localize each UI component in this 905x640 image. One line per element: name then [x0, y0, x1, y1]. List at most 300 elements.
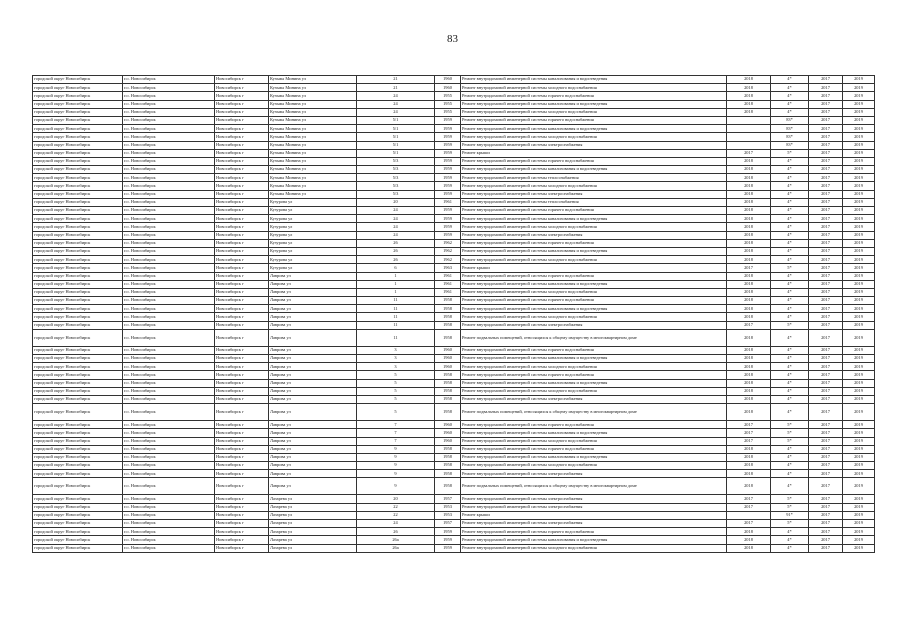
cell-planned-year: 2018 — [727, 395, 771, 403]
cell-municipality: г.о. Новосибирск — [123, 437, 215, 445]
cell-street: Кузурова ул — [269, 239, 357, 247]
cell-period-end: 2019 — [843, 157, 875, 165]
cell-index: 4* — [771, 313, 809, 321]
cell-work-type: Ремонт внутридомовой инженерной системы канализования и водоотведения — [461, 76, 727, 84]
cell-settlement: Новосибирск г — [215, 76, 269, 84]
cell-period-end: 2019 — [843, 462, 875, 470]
cell-house: 5/3 — [357, 166, 435, 174]
cell-planned-year: 2018 — [727, 363, 771, 371]
cell-okrug: городской округ Новосибирск — [33, 215, 123, 223]
cell-settlement: Новосибирск г — [215, 149, 269, 157]
table-row — [33, 536, 875, 544]
cell-period-start: 2017 — [809, 462, 843, 470]
cell-work-type: Ремонт внутридомовой инженерной системы горячего водоснабжения — [461, 272, 727, 280]
cell-settlement: Новосибирск г — [215, 511, 269, 519]
cell-year-built: 1959 — [435, 141, 461, 149]
cell-settlement: Новосибирск г — [215, 84, 269, 92]
table-row — [33, 133, 875, 141]
cell-house: 1 — [357, 280, 435, 288]
cell-okrug: городской округ Новосибирск — [33, 133, 123, 141]
cell-planned-year: 2018 — [727, 387, 771, 395]
cell-settlement: Новосибирск г — [215, 495, 269, 503]
cell-period-end: 2019 — [843, 503, 875, 511]
cell-period-start: 2017 — [809, 280, 843, 288]
cell-okrug: городской округ Новосибирск — [33, 346, 123, 354]
cell-street: Лаврова ул — [269, 371, 357, 379]
cell-okrug: городской округ Новосибирск — [33, 371, 123, 379]
table-row — [33, 363, 875, 371]
cell-settlement: Новосибирск г — [215, 92, 269, 100]
table-row — [33, 503, 875, 511]
cell-index: 4* — [771, 371, 809, 379]
cell-index: 4* — [771, 231, 809, 239]
cell-planned-year: 2018 — [727, 544, 771, 552]
table-row — [33, 404, 875, 421]
cell-work-type: Ремонт внутридомовой инженерной системы электроснабжения — [461, 321, 727, 329]
cell-house: 24 — [357, 207, 435, 215]
cell-house: 9 — [357, 462, 435, 470]
cell-period-start: 2017 — [809, 363, 843, 371]
cell-year-built: 1960 — [435, 76, 461, 84]
cell-year-built: 1959 — [435, 133, 461, 141]
cell-street: Лазарева ул — [269, 528, 357, 536]
cell-planned-year: 2018 — [727, 215, 771, 223]
cell-work-type: Ремонт внутридомовой инженерной системы электроснабжения — [461, 495, 727, 503]
cell-year-built: 1958 — [435, 305, 461, 313]
cell-settlement: Новосибирск г — [215, 478, 269, 495]
cell-year-built: 1960 — [435, 84, 461, 92]
cell-work-type: Ремонт внутридомовой инженерной системы холодного водоснабжения — [461, 437, 727, 445]
cell-period-start: 2017 — [809, 190, 843, 198]
cell-period-start: 2017 — [809, 329, 843, 346]
cell-period-start: 2017 — [809, 544, 843, 552]
cell-index: 5* — [771, 429, 809, 437]
cell-street: Кузьмы Минина ул — [269, 92, 357, 100]
cell-municipality: г.о. Новосибирск — [123, 108, 215, 116]
table-row — [33, 462, 875, 470]
cell-work-type: Ремонт внутридомовой инженерной системы канализования и водоотведения — [461, 453, 727, 461]
table-row — [33, 100, 875, 108]
cell-period-end: 2019 — [843, 305, 875, 313]
table-row — [33, 182, 875, 190]
cell-year-built: 1955 — [435, 92, 461, 100]
cell-period-end: 2019 — [843, 272, 875, 280]
cell-planned-year: 2018 — [727, 445, 771, 453]
cell-okrug: городской округ Новосибирск — [33, 379, 123, 387]
cell-work-type: Ремонт крыши — [461, 264, 727, 272]
cell-period-end: 2019 — [843, 470, 875, 478]
cell-okrug: городской округ Новосибирск — [33, 108, 123, 116]
cell-work-type: Ремонт внутридомовой инженерной системы горячего водоснабжения — [461, 157, 727, 165]
cell-street: Кузьмы Минина ул — [269, 108, 357, 116]
cell-year-built: 1959 — [435, 215, 461, 223]
cell-period-end: 2019 — [843, 207, 875, 215]
cell-planned-year — [727, 511, 771, 519]
table-row — [33, 141, 875, 149]
cell-house: 22 — [357, 503, 435, 511]
cell-okrug: городской округ Новосибирск — [33, 321, 123, 329]
cell-year-built: 1961 — [435, 272, 461, 280]
cell-index: 4* — [771, 363, 809, 371]
cell-municipality: г.о. Новосибирск — [123, 528, 215, 536]
cell-house: 11 — [357, 321, 435, 329]
cell-year-built: 1958 — [435, 445, 461, 453]
cell-work-type: Ремонт подвальных помещений, относящихся к общему имуществу в многоквартирном доме — [461, 478, 727, 495]
cell-period-start: 2017 — [809, 256, 843, 264]
cell-settlement: Новосибирск г — [215, 100, 269, 108]
cell-house: 9 — [357, 478, 435, 495]
table-row — [33, 495, 875, 503]
table-row — [33, 76, 875, 84]
cell-index: 4* — [771, 462, 809, 470]
cell-municipality: г.о. Новосибирск — [123, 445, 215, 453]
cell-municipality: г.о. Новосибирск — [123, 125, 215, 133]
cell-index: 5* — [771, 503, 809, 511]
cell-work-type: Ремонт внутридомовой инженерной системы электроснабжения — [461, 395, 727, 403]
cell-street: Лаврова ул — [269, 404, 357, 421]
cell-settlement: Новосибирск г — [215, 313, 269, 321]
cell-year-built: 1957 — [435, 520, 461, 528]
cell-street: Кузьмы Минина ул — [269, 157, 357, 165]
cell-year-built: 1953 — [435, 503, 461, 511]
cell-settlement: Новосибирск г — [215, 198, 269, 206]
cell-okrug: городской округ Новосибирск — [33, 305, 123, 313]
cell-year-built: 1959 — [435, 182, 461, 190]
cell-year-built: 1958 — [435, 395, 461, 403]
cell-okrug: городской округ Новосибирск — [33, 288, 123, 296]
cell-period-start: 2017 — [809, 495, 843, 503]
cell-period-end: 2019 — [843, 166, 875, 174]
cell-house: 5/3 — [357, 157, 435, 165]
cell-period-end: 2019 — [843, 371, 875, 379]
cell-period-start: 2017 — [809, 166, 843, 174]
cell-street: Кузурова ул — [269, 256, 357, 264]
cell-index: 4* — [771, 92, 809, 100]
cell-street: Лаврова ул — [269, 453, 357, 461]
cell-year-built: 1959 — [435, 116, 461, 124]
cell-period-end: 2019 — [843, 231, 875, 239]
cell-period-end: 2019 — [843, 379, 875, 387]
cell-street: Лаврова ул — [269, 329, 357, 346]
cell-work-type: Ремонт внутридомовой инженерной системы канализования и водоотведения — [461, 536, 727, 544]
cell-okrug: городской округ Новосибирск — [33, 536, 123, 544]
cell-year-built: 1959 — [435, 157, 461, 165]
cell-municipality: г.о. Новосибирск — [123, 371, 215, 379]
cell-okrug: городской округ Новосибирск — [33, 116, 123, 124]
cell-period-end: 2019 — [843, 346, 875, 354]
cell-house: 9 — [357, 453, 435, 461]
cell-period-start: 2017 — [809, 198, 843, 206]
cell-year-built: 1958 — [435, 387, 461, 395]
cell-index: 4* — [771, 247, 809, 255]
table-row — [33, 247, 875, 255]
cell-settlement: Новосибирск г — [215, 536, 269, 544]
cell-settlement: Новосибирск г — [215, 329, 269, 346]
cell-municipality: г.о. Новосибирск — [123, 207, 215, 215]
cell-planned-year: 2017 — [727, 520, 771, 528]
table-row — [33, 215, 875, 223]
cell-house: 5 — [357, 379, 435, 387]
cell-index: 4* — [771, 305, 809, 313]
cell-index: 4* — [771, 544, 809, 552]
cell-street: Кузьмы Минина ул — [269, 125, 357, 133]
cell-work-type: Ремонт внутридомовой инженерной системы горячего водоснабжения — [461, 371, 727, 379]
cell-planned-year: 2018 — [727, 239, 771, 247]
cell-planned-year: 2018 — [727, 453, 771, 461]
cell-period-end: 2019 — [843, 288, 875, 296]
cell-index: 4* — [771, 453, 809, 461]
cell-house: 1 — [357, 288, 435, 296]
cell-okrug: городской округ Новосибирск — [33, 503, 123, 511]
cell-house: 1 — [357, 272, 435, 280]
cell-street: Кузьмы Минина ул — [269, 182, 357, 190]
cell-work-type: Ремонт внутридомовой инженерной системы холодного водоснабжения — [461, 313, 727, 321]
cell-period-end: 2019 — [843, 321, 875, 329]
cell-municipality: г.о. Новосибирск — [123, 313, 215, 321]
cell-work-type: Ремонт внутридомовой инженерной системы холодного водоснабжения — [461, 462, 727, 470]
cell-house: 5/1 — [357, 133, 435, 141]
cell-period-end: 2019 — [843, 256, 875, 264]
cell-period-end: 2019 — [843, 125, 875, 133]
cell-settlement: Новосибирск г — [215, 288, 269, 296]
cell-settlement: Новосибирск г — [215, 528, 269, 536]
cell-street: Кузурова ул — [269, 247, 357, 255]
cell-settlement: Новосибирск г — [215, 207, 269, 215]
cell-municipality: г.о. Новосибирск — [123, 116, 215, 124]
cell-period-end: 2019 — [843, 264, 875, 272]
cell-okrug: городской округ Новосибирск — [33, 207, 123, 215]
table-row — [33, 453, 875, 461]
cell-street: Лаврова ул — [269, 470, 357, 478]
cell-period-end: 2019 — [843, 100, 875, 108]
cell-period-end: 2019 — [843, 116, 875, 124]
cell-period-end: 2019 — [843, 421, 875, 429]
cell-planned-year — [727, 133, 771, 141]
cell-street: Лаврова ул — [269, 445, 357, 453]
cell-period-start: 2017 — [809, 108, 843, 116]
cell-house: 5/1 — [357, 149, 435, 157]
cell-okrug: городской округ Новосибирск — [33, 445, 123, 453]
cell-settlement: Новосибирск г — [215, 363, 269, 371]
table-row — [33, 116, 875, 124]
cell-house: 22 — [357, 511, 435, 519]
table-row — [33, 379, 875, 387]
cell-period-end: 2019 — [843, 355, 875, 363]
cell-settlement: Новосибирск г — [215, 272, 269, 280]
cell-period-start: 2017 — [809, 520, 843, 528]
cell-house: 20 — [357, 198, 435, 206]
cell-settlement: Новосибирск г — [215, 346, 269, 354]
cell-house: 26а — [357, 536, 435, 544]
table-row — [33, 157, 875, 165]
cell-period-start: 2017 — [809, 207, 843, 215]
cell-house: 11 — [357, 297, 435, 305]
cell-street: Лаврова ул — [269, 387, 357, 395]
cell-house: 26 — [357, 239, 435, 247]
table-row — [33, 272, 875, 280]
cell-house: 5 — [357, 404, 435, 421]
table-row — [33, 125, 875, 133]
cell-okrug: городской округ Новосибирск — [33, 92, 123, 100]
table-row — [33, 297, 875, 305]
table-row — [33, 166, 875, 174]
cell-planned-year: 2018 — [727, 404, 771, 421]
cell-period-start: 2017 — [809, 247, 843, 255]
cell-planned-year: 2018 — [727, 470, 771, 478]
cell-street: Лаврова ул — [269, 346, 357, 354]
cell-settlement: Новосибирск г — [215, 544, 269, 552]
cell-okrug: городской округ Новосибирск — [33, 198, 123, 206]
cell-period-end: 2019 — [843, 76, 875, 84]
table-row — [33, 445, 875, 453]
cell-street: Лаврова ул — [269, 421, 357, 429]
cell-okrug: городской округ Новосибирск — [33, 174, 123, 182]
cell-okrug: городской округ Новосибирск — [33, 100, 123, 108]
cell-work-type: Ремонт внутридомовой инженерной системы холодного водоснабжения — [461, 387, 727, 395]
cell-year-built: 1959 — [435, 166, 461, 174]
cell-period-end: 2019 — [843, 495, 875, 503]
cell-municipality: г.о. Новосибирск — [123, 346, 215, 354]
table-row — [33, 313, 875, 321]
cell-year-built: 1960 — [435, 346, 461, 354]
cell-period-start: 2017 — [809, 421, 843, 429]
cell-municipality: г.о. Новосибирск — [123, 297, 215, 305]
cell-house: 5/3 — [357, 190, 435, 198]
cell-settlement: Новосибирск г — [215, 166, 269, 174]
cell-street: Кузьмы Минина ул — [269, 149, 357, 157]
cell-work-type: Ремонт внутридомовой инженерной системы горячего водоснабжения — [461, 116, 727, 124]
cell-municipality: г.о. Новосибирск — [123, 264, 215, 272]
cell-index: 4* — [771, 297, 809, 305]
cell-house: 21 — [357, 84, 435, 92]
cell-period-start: 2017 — [809, 478, 843, 495]
cell-period-start: 2017 — [809, 182, 843, 190]
cell-okrug: городской округ Новосибирск — [33, 421, 123, 429]
cell-okrug: городской округ Новосибирск — [33, 387, 123, 395]
cell-municipality: г.о. Новосибирск — [123, 453, 215, 461]
cell-period-end: 2019 — [843, 437, 875, 445]
table-row — [33, 470, 875, 478]
cell-municipality: г.о. Новосибирск — [123, 280, 215, 288]
cell-municipality: г.о. Новосибирск — [123, 231, 215, 239]
cell-period-end: 2019 — [843, 141, 875, 149]
cell-house: 11 — [357, 329, 435, 346]
cell-period-end: 2019 — [843, 182, 875, 190]
cell-street: Лаврова ул — [269, 272, 357, 280]
cell-municipality: г.о. Новосибирск — [123, 511, 215, 519]
cell-planned-year: 2018 — [727, 190, 771, 198]
cell-house: 5/1 — [357, 141, 435, 149]
cell-street: Кузурова ул — [269, 264, 357, 272]
cell-municipality: г.о. Новосибирск — [123, 544, 215, 552]
cell-index: 4* — [771, 215, 809, 223]
cell-planned-year: 2018 — [727, 528, 771, 536]
cell-period-start: 2017 — [809, 453, 843, 461]
cell-street: Кузьмы Минина ул — [269, 133, 357, 141]
cell-house: 26 — [357, 256, 435, 264]
cell-municipality: г.о. Новосибирск — [123, 256, 215, 264]
cell-index: 5* — [771, 321, 809, 329]
cell-planned-year: 2018 — [727, 288, 771, 296]
cell-year-built: 1960 — [435, 429, 461, 437]
cell-year-built: 1957 — [435, 495, 461, 503]
cell-year-built: 1962 — [435, 247, 461, 255]
cell-settlement: Новосибирск г — [215, 157, 269, 165]
cell-street: Лазарева ул — [269, 511, 357, 519]
cell-settlement: Новосибирск г — [215, 321, 269, 329]
cell-period-start: 2017 — [809, 313, 843, 321]
cell-period-start: 2017 — [809, 272, 843, 280]
cell-house: 5/3 — [357, 182, 435, 190]
cell-okrug: городской округ Новосибирск — [33, 231, 123, 239]
cell-year-built: 1960 — [435, 355, 461, 363]
cell-work-type: Ремонт внутридомовой инженерной системы холодного водоснабжения — [461, 544, 727, 552]
cell-work-type: Ремонт внутридомовой инженерной системы горячего водоснабжения — [461, 239, 727, 247]
cell-index: 83* — [771, 125, 809, 133]
cell-work-type: Ремонт крыши — [461, 511, 727, 519]
table-row — [33, 207, 875, 215]
cell-street: Лазарева ул — [269, 544, 357, 552]
cell-okrug: городской округ Новосибирск — [33, 223, 123, 231]
cell-house: 5 — [357, 387, 435, 395]
cell-work-type: Ремонт внутридомовой инженерной системы холодного водоснабжения — [461, 108, 727, 116]
cell-planned-year: 2018 — [727, 231, 771, 239]
cell-municipality: г.о. Новосибирск — [123, 223, 215, 231]
cell-work-type: Ремонт внутридомовой инженерной системы канализования и водоотведения — [461, 305, 727, 313]
cell-period-start: 2017 — [809, 125, 843, 133]
cell-settlement: Новосибирск г — [215, 305, 269, 313]
cell-house: 11 — [357, 313, 435, 321]
cell-period-start: 2017 — [809, 371, 843, 379]
cell-street: Лаврова ул — [269, 305, 357, 313]
cell-settlement: Новосибирск г — [215, 247, 269, 255]
cell-period-start: 2017 — [809, 174, 843, 182]
cell-year-built: 1958 — [435, 313, 461, 321]
cell-settlement: Новосибирск г — [215, 116, 269, 124]
cell-planned-year: 2017 — [727, 503, 771, 511]
table-row — [33, 395, 875, 403]
cell-okrug: городской округ Новосибирск — [33, 141, 123, 149]
cell-index: 4* — [771, 272, 809, 280]
cell-okrug: городской округ Новосибирск — [33, 149, 123, 157]
cell-okrug: городской округ Новосибирск — [33, 395, 123, 403]
cell-year-built: 1962 — [435, 239, 461, 247]
cell-period-start: 2017 — [809, 141, 843, 149]
cell-planned-year: 2018 — [727, 166, 771, 174]
table-row — [33, 528, 875, 536]
cell-house: 24 — [357, 231, 435, 239]
cell-okrug: городской округ Новосибирск — [33, 429, 123, 437]
cell-index: 5* — [771, 520, 809, 528]
cell-municipality: г.о. Новосибирск — [123, 247, 215, 255]
cell-street: Лаврова ул — [269, 379, 357, 387]
cell-work-type: Ремонт внутридомовой инженерной системы холодного водоснабжения — [461, 363, 727, 371]
cell-period-end: 2019 — [843, 363, 875, 371]
cell-planned-year: 2018 — [727, 355, 771, 363]
table-row — [33, 544, 875, 552]
cell-okrug: городской округ Новосибирск — [33, 453, 123, 461]
cell-year-built: 1960 — [435, 437, 461, 445]
cell-house: 9 — [357, 470, 435, 478]
cell-planned-year — [727, 116, 771, 124]
cell-period-end: 2019 — [843, 445, 875, 453]
page-number: 83 — [447, 33, 458, 45]
cell-year-built: 1958 — [435, 371, 461, 379]
cell-municipality: г.о. Новосибирск — [123, 329, 215, 346]
cell-period-start: 2017 — [809, 239, 843, 247]
cell-settlement: Новосибирск г — [215, 503, 269, 511]
cell-work-type: Ремонт внутридомовой инженерной системы канализования и водоотведения — [461, 215, 727, 223]
